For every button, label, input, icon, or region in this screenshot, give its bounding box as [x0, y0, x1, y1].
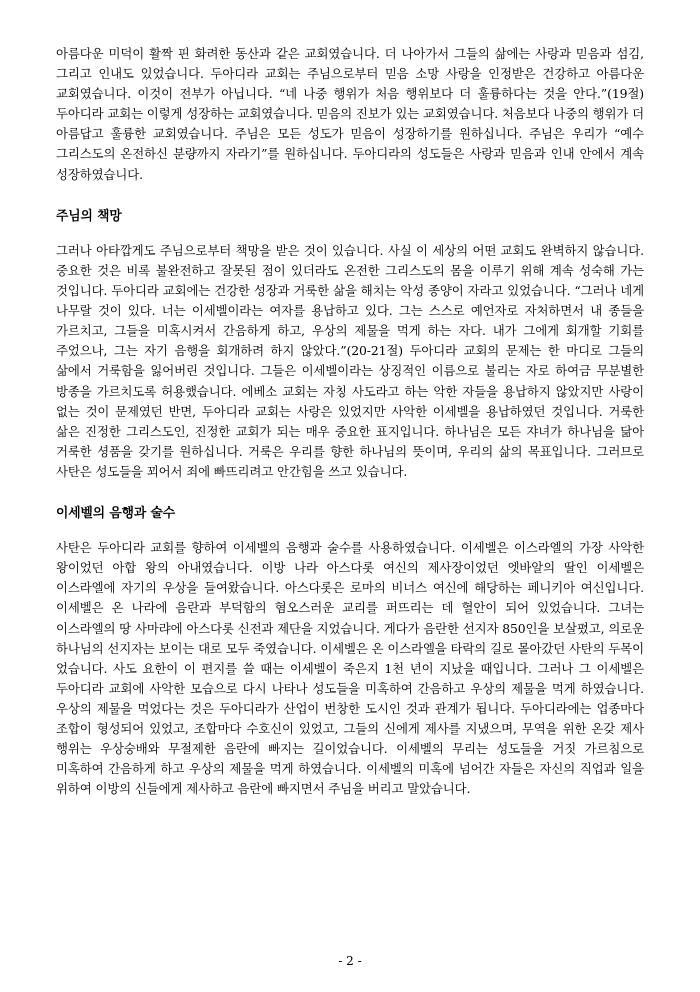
page-number: - 2 - [338, 954, 362, 968]
body-paragraph-2: 그러나 아타깝게도 주님으로부터 책망을 받은 것이 있습니다. 사실 이 세상의 어떤 교회도 완벽하지 않습니다. 중요한 것은 비록 불완전하고 잘못된 점이 있더라도 온전한 그리스도의 몸을 이루기 위해 계속 성숙해 가는 것입니다. 두아디라 교회에는 건강한 성장과 거룩한 삶을 해치는 악성 종양이 자라고 있었습니다. “그러나 네게 나무랄 것이 있다. 너는 이세벨이라는 여자를 용납하고 있다. 그는 스스로 예언자로 자처하면서 내 종들을 가르치고, 그들을 미혹시켜서 간음하게 하고, 우상의 제물을 먹게 하는 자다. 내가 그에게 회개할 기회를 주었으나, 그는 자기 음행을 회개하려 하지 않았다.”(20-21절) 두아디라 교회의 문제는 한 마디로 그들의 삶에서 거룩함을 잃어버린 것입니다. 그들은 이세벨이라는 상징적인 이름으로 불리는 자로 하여금 무분별한 방종을 가르치도록 허용했습니다. 에베소 교회는 자칭 사도라고 하는 악한 자들을 용납하지 않았지만 사랑이 없는 것이 문제였던 반면, 두아디라 교회는 사랑은 있었지만 사악한 이세벨을 용납하였던 것입니다. 거룩한 삶은 진정한 그리스도인, 진정한 교회가 되는 매우 중요한 표지입니다. 하나님은 모든 쟈녀가 하나님을 닮아 거룩한 셩품을 갖기를 원하십니다. 거룩은 우리를 향한 하나님의 뜻이며, 우리의 삶의 목표입니다. 그러므로 사탄은 성도들을 꾀어서 죄에 빠뜨리려고 안간힘을 쓰고 있습니다. [56, 242, 644, 479]
body-paragraph-3: 사탄은 두아디라 교회를 향하여 이세벨의 음행과 술수를 사용하였습니다. 이세벨은 이스라엘의 가장 사악한 왕이었던 아합 왕의 아내였습니다. 이방 나라 아스다롯 여신의 제사장이었던 엣바알의 딸인 이세벨은 이스라엘에 자기의 우상을 들여왔습니다. 아스다롯은 로마의 비너스 여신에 해당하는 페니키아 여신입니다. 이세벨은 온 나라에 음란과 부덕함의 혐오스러운 교리를 퍼뜨리는 데 혈안이 되어 있었습니다. 그녀는 이스라엘의 땅 사마랴에 아스다롯 신전과 제단을 지었습니다. 게다가 음란한 선지자 850인을 보살폈고, 의로운 하나님의 선지자는 보이는 대로 모두 죽였습니다. 이세벨은 온 이스라엘을 타락의 길로 몰아갔던 사탄의 두목이 었습니다. 사도 요한이 이 편지를 쓸 때는 이세벨이 죽은지 1천 년이 지났을 때입니다. 그러나 그 이세벨은 두아디라 교회에 사악한 모습으로 다시 나타나 성도들을 미혹하여 간음하고 우상의 제물을 먹게 하였습니다. 우상의 제물을 먹었다는 것은 두아디라가 산업이 번창한 도시인 것과 관계가 됩니다. 두아디라에는 업종마다 조합이 형성되어 있었고, 조합마다 수호신이 있었고, 그들의 신에게 제사를 지냈으며, 무역을 위한 온갖 제사 행위는 우상숭배와 무절제한 음란에 빠지는 길이었습니다. 이세벨의 무리는 성도들을 거짓 가르침으로 미혹하여 간음하게 하고 우상의 제물을 먹게 하였습니다. 이세벨의 미혹에 넘어간 자들은 자신의 직업과 일을 위하여 이방의 신들에게 제사하고 음란에 빠지면서 주님을 버리고 말았습니다. [56, 540, 644, 797]
section-heading-1: 주님의 책망 [56, 208, 122, 224]
body-paragraph-1: 아름다운 미덕이 활짝 핀 화려한 동산과 같은 교회였습니다. 더 나아가서 그들의 삶에는 사랑과 믿음과 섬김, 그리고 인내도 있었습니다. 두아디라 교회는 주님으로부터 믿음 소망 사랑을 인정받은 건강하고 아름다운 교회였습니다. 이것이 전부가 아닙니다. “네 나중 행위가 처음 행위보다 더 훌륭하다는 것을 안다.”(19절) 두아디라 교회는 이렇게 성장하는 교회였습니다. 믿음의 진보가 있는 교회였습니다. 처음보다 나중의 행위가 더 아름답고 훌륭한 교회였습니다. 주님은 모든 성도가 믿음이 성장하기를 원하십니다. 주님은 우리가 “예수 그리스도의 온전하신 분량까지 자라기”를 원하십니다. 두아디라의 성도들은 사랑과 믿음과 인내 안에서 계속 성장하였습니다. [56, 46, 644, 182]
section-heading-2: 이세벨의 음행과 술수 [56, 505, 176, 521]
